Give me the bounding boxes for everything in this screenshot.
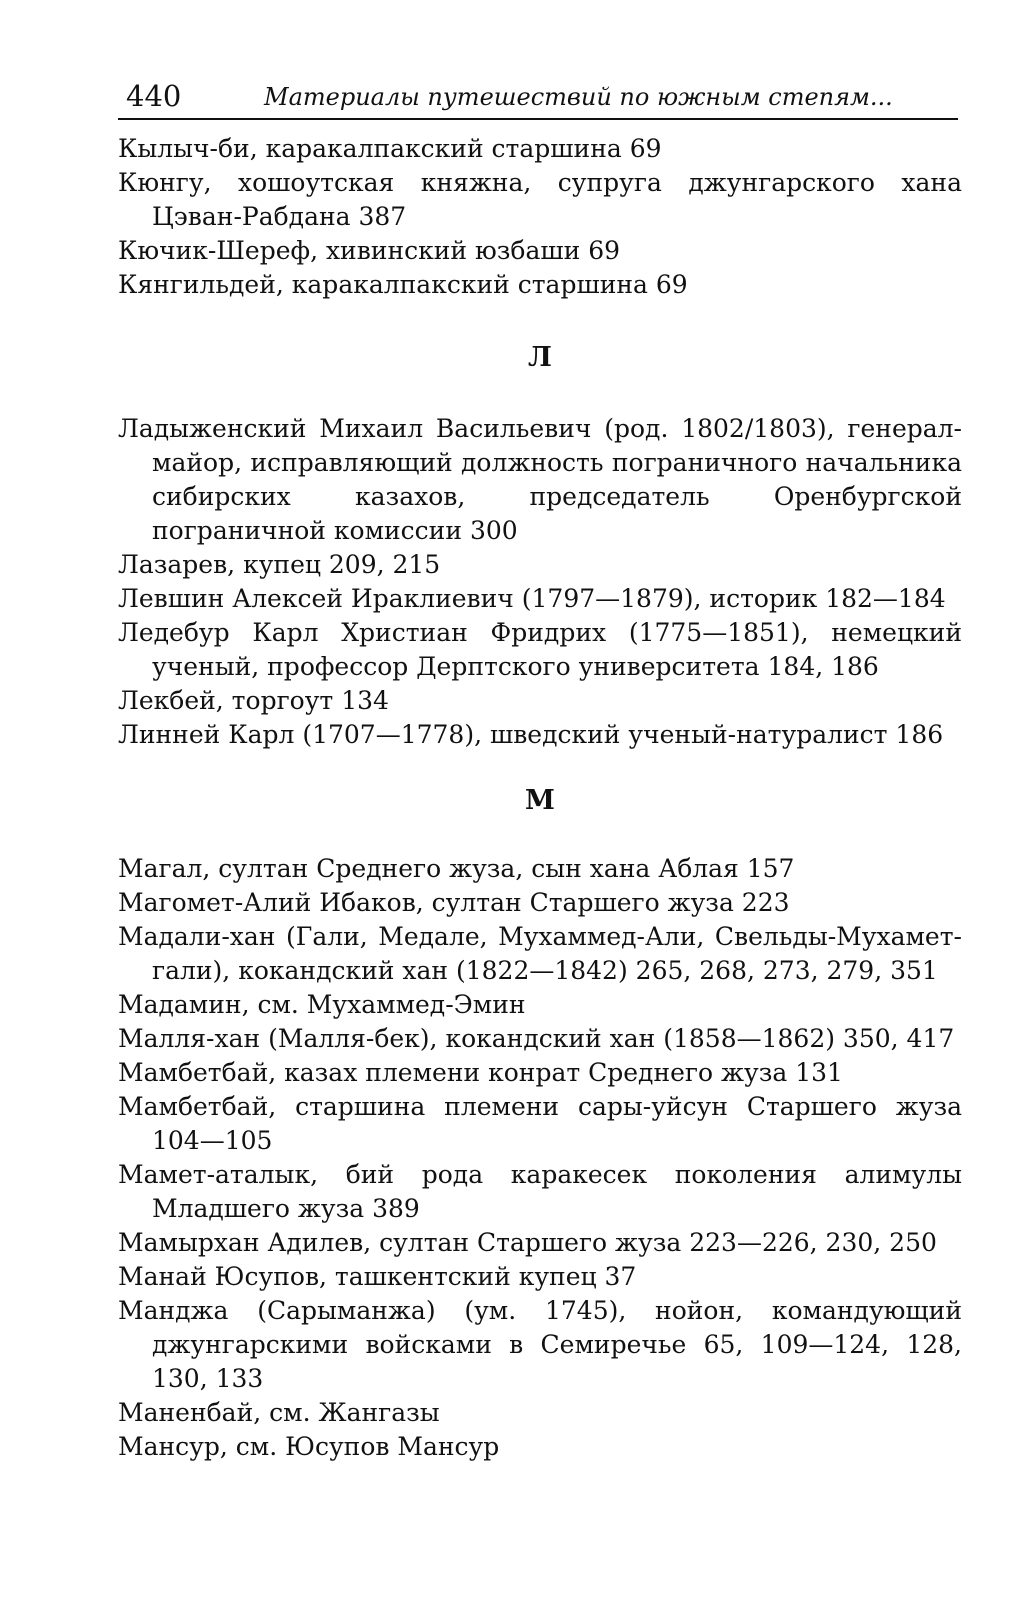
index-entry: Ледебур Карл Христиан Фридрих (1775—1851), немецкий ученый, профессор Дерптского университета 184, 186 bbox=[118, 618, 962, 681]
index-entry: Мамет-аталык, бий рода каракесек поколения алимулы Младшего жуза 389 bbox=[118, 1160, 962, 1223]
index-entry: Линней Карл (1707—1778), шведский ученый-натуралист 186 bbox=[118, 720, 944, 749]
letter-heading-m: М bbox=[525, 785, 555, 816]
index-entry: Маненбай, см. Жангазы bbox=[118, 1398, 440, 1427]
index-entry: Кянгильдей, каракалпакский старшина 69 bbox=[118, 270, 688, 299]
index-entry: Кючик-Шереф, хивинский юзбаши 69 bbox=[118, 236, 621, 265]
index-entry: Кылыч-би, каракалпакский старшина 69 bbox=[118, 134, 662, 163]
index-section-k bbox=[118, 132, 962, 302]
index-entry: Мамбетбай, старшина племени сары-уйсун Старшего жуза 104—105 bbox=[118, 1092, 962, 1155]
running-head bbox=[118, 78, 958, 120]
index-entry: Магомет-Алий Ибаков, султан Старшего жуза 223 bbox=[118, 888, 790, 917]
index-entry: Малля-хан (Малля-бек), кокандский хан (1858—1862) 350, 417 bbox=[118, 1024, 955, 1053]
index-entry: Мамырхан Адилев, султан Старшего жуза 223—226, 230, 250 bbox=[118, 1228, 937, 1257]
index-entry: Мансур, см. Юсупов Мансур bbox=[118, 1432, 500, 1461]
index-section-m bbox=[118, 852, 962, 1464]
index-entry: Манджа (Сарыманжа) (ум. 1745), нойон, командующий джунгарскими войсками в Семиречье 65, 109—124, 128, 130, 133 bbox=[118, 1296, 962, 1393]
index-entry: Мадамин, см. Мухаммед-Эмин bbox=[118, 990, 526, 1019]
index-entry: Лекбей, торгоут 134 bbox=[118, 686, 389, 715]
index-entry: Кюнгу, хошоутская княжна, супруга джунгарского хана Цэван-Рабдана 387 bbox=[118, 168, 962, 231]
index-entry: Мамбетбай, казах племени конрат Среднего жуза 131 bbox=[118, 1058, 843, 1087]
index-section-l bbox=[118, 412, 962, 752]
running-title: Материалы путешествий по южным степям... bbox=[264, 83, 893, 111]
index-entry: Ладыженский Михаил Васильевич (род. 1802/1803), генерал-майор, исправляющий должность пограничного начальника сибирских казахов, председатель Оренбургской пограничной комиссии 300 bbox=[118, 414, 962, 545]
index-entry: Лазарев, купец 209, 215 bbox=[118, 550, 441, 579]
letter-heading-l: Л bbox=[528, 342, 552, 373]
index-entry: Манай Юсупов, ташкентский купец 37 bbox=[118, 1262, 637, 1291]
page-number: 440 bbox=[126, 79, 182, 113]
index-entry: Мадали-хан (Гали, Медале, Мухаммед-Али, Свельды-Мухамет-гали), кокандский хан (1822—1842) 265, 268, 273, 279, 351 bbox=[118, 922, 962, 985]
index-entry: Левшин Алексей Ираклиевич (1797—1879), историк 182—184 bbox=[118, 584, 946, 613]
index-entry: Магал, султан Среднего жуза, сын хана Аблая 157 bbox=[118, 854, 795, 883]
